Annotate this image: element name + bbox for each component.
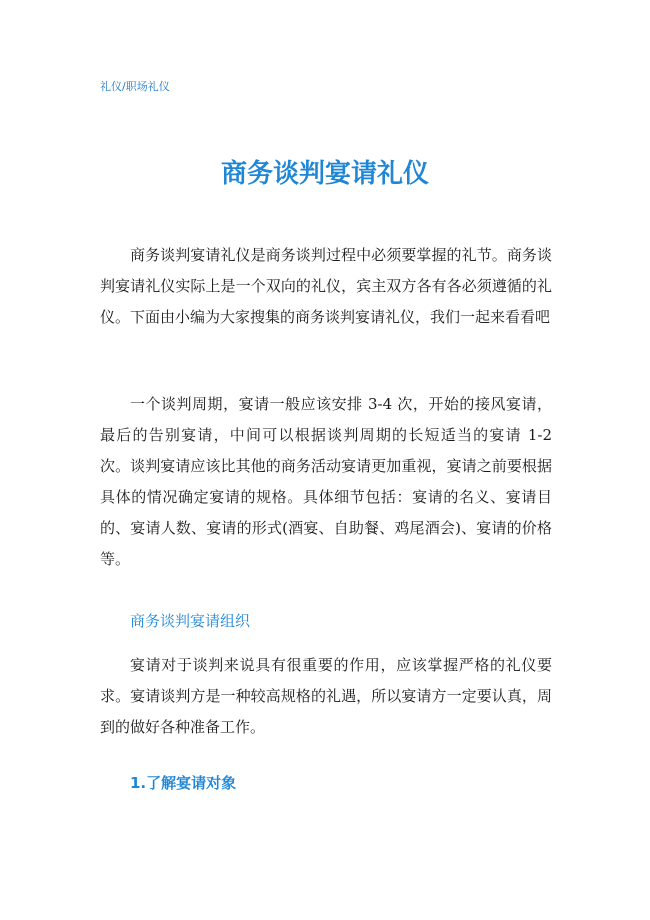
section-heading: 商务谈判宴请组织	[130, 612, 251, 630]
subsection-heading: 1.了解宴请对象	[130, 774, 237, 792]
body-paragraph: 宴请对于谈判来说具有很重要的作用，应该掌握严格的礼仪要求。宴请谈判方是一种较高规格的礼遇，所以宴请方一定要认真，周到的做好各种准备工作。	[100, 656, 552, 736]
intro-paragraph: 商务谈判宴请礼仪是商务谈判过程中必须要掌握的礼节。商务谈判宴请礼仪实际上是一个双向的礼仪，宾主双方各有各必须遵循的礼仪。下面由小编为大家搜集的商务谈判宴请礼仪，我们一起来看看吧	[100, 246, 552, 326]
body-paragraph: 一个谈判周期，宴请一般应该安排 3-4 次，开始的接风宴请，最后的告别宴请，中间可以根据谈判周期的长短适当的宴请 1-2 次。谈判宴请应该比其他的商务活动宴请更加重视，宴请之前要根据具体的情况确定宴请的规格。具体细节包括：宴请的名义、宴请目的、宴请人数、宴请的形式(酒宴、自助餐、鸡尾酒会)、宴请的价格等。	[100, 395, 552, 568]
page-title: 商务谈判宴请礼仪	[220, 159, 429, 189]
breadcrumb[interactable]: 礼仪/职场礼仪	[100, 80, 170, 93]
